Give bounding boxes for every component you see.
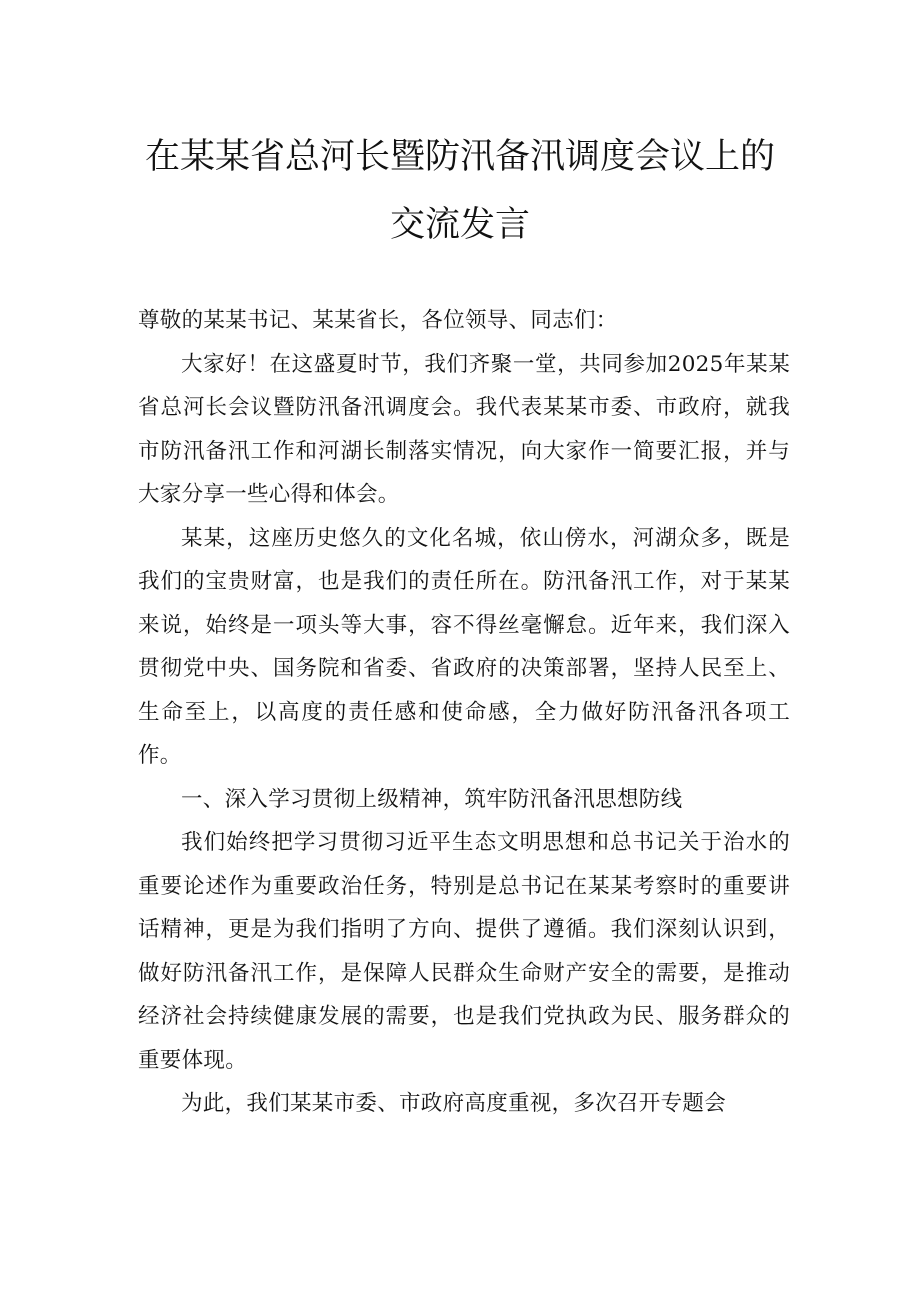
paragraph-greeting: 大家好！在这盛夏时节，我们齐聚一堂，共同参加2025年某某省总河长会议暨防汛备汛调度会。我代表某某市委、市政府，就我市防汛备汛工作和河湖长制落实情况，向大家作一简要汇报，并与大家分享一些心得和体会。 [138,351,790,507]
document-title-line-2: 交流发言 [389,205,530,245]
section-heading-1: 一、深入学习贯彻上级精神，筑牢防汛备汛思想防线 [181,786,683,812]
paragraph-city-intro: 某某，这座历史悠久的文化名城，依山傍水，河湖众多，既是我们的宝贵财富，也是我们的责任所在。防汛备汛工作，对于某某来说，始终是一项头等大事，容不得丝毫懈怠。近年来，我们深入贯彻党中央、国务院和省委、省政府的决策部署，坚持人民至上、生命至上，以高度的责任感和使命感，全力做好防汛备汛各项工作。 [138,525,790,768]
document-body [138,299,790,1126]
document-title-line-1: 在某某省总河长暨防汛备汛调度会议上的 [144,137,775,177]
paragraph-study-spirit: 我们始终把学习贯彻习近平生态文明思想和总书记关于治水的重要论述作为重要政治任务，特别是总书记在某某考察时的重要讲话精神，更是为我们指明了方向、提供了遵循。我们深刻认识到，做好防汛备汛工作，是保障人民群众生命财产安全的需要，是推动经济社会持续健康发展的需要，也是我们党执政为民、服务群众的重要体现。 [138,830,790,1073]
paragraph-measures: 为此，我们某某市委、市政府高度重视，多次召开专题会 [181,1091,727,1116]
salutation: 尊敬的某某书记、某某省长，各位领导、同志们： [138,308,618,333]
